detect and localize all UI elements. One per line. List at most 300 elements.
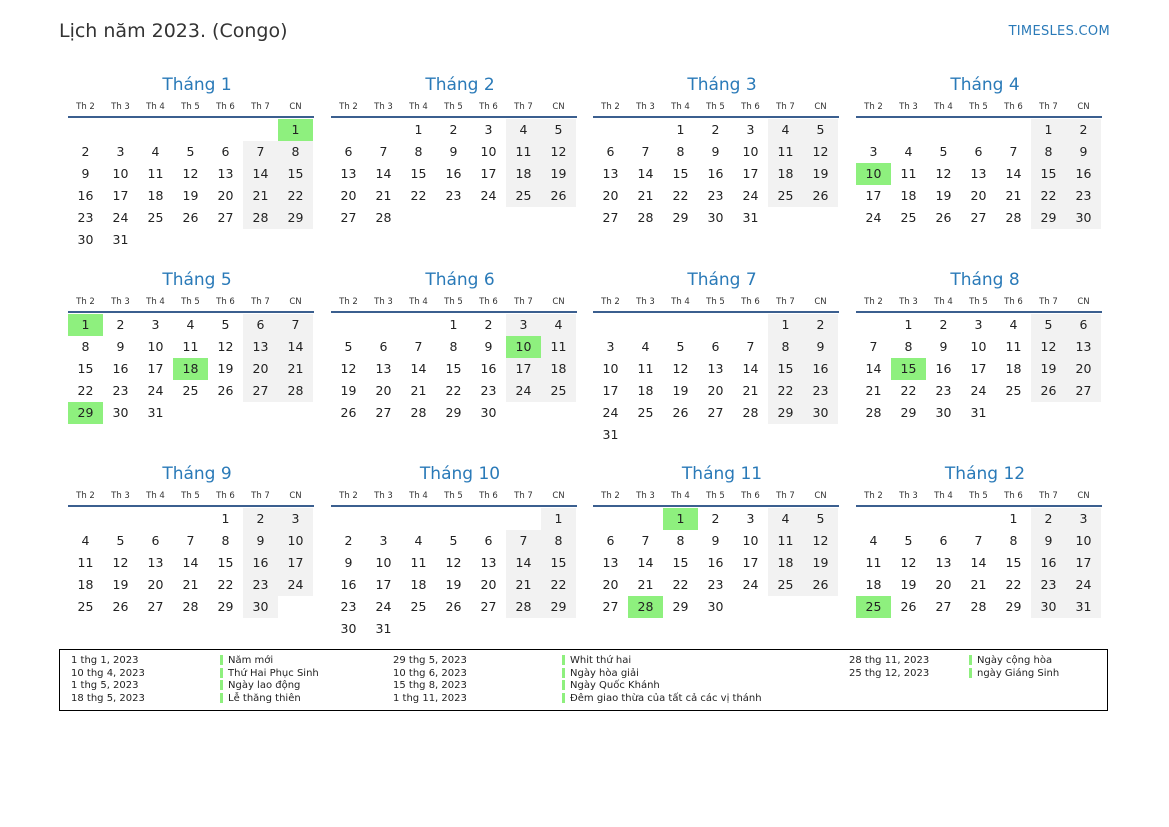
day-cell[interactable]: 22 <box>768 380 803 402</box>
day-cell[interactable]: 21 <box>637 577 654 592</box>
day-cell[interactable]: 12 <box>1031 336 1066 358</box>
day-cell[interactable]: 13 <box>480 555 497 570</box>
day-cell[interactable]: 7 <box>414 339 423 354</box>
day-cell[interactable]: 1 <box>1009 511 1018 526</box>
day-cell[interactable]: 15 <box>1005 555 1022 570</box>
day-cell[interactable]: 26 <box>217 383 234 398</box>
day-cell[interactable]: 9 <box>939 339 948 354</box>
day-cell[interactable]: 9 <box>803 336 838 358</box>
day-cell[interactable]: 3 <box>1066 508 1101 530</box>
day-cell[interactable]: 10 <box>742 144 759 159</box>
day-cell[interactable]: 23 <box>112 383 129 398</box>
day-cell[interactable]: 8 <box>449 339 458 354</box>
day-cell[interactable]: 1 <box>904 317 913 332</box>
day-cell[interactable]: 9 <box>484 339 493 354</box>
day-cell[interactable]: 5 <box>221 317 230 332</box>
day-cell[interactable]: 12 <box>112 555 129 570</box>
day-cell[interactable]: 6 <box>344 144 353 159</box>
day-cell[interactable]: 13 <box>970 166 987 181</box>
day-cell[interactable]: 24 <box>480 188 497 203</box>
day-cell[interactable]: 18 <box>768 163 803 185</box>
day-cell[interactable]: 5 <box>1031 314 1066 336</box>
day-cell[interactable]: 22 <box>1031 185 1066 207</box>
day-cell[interactable]: 29 <box>672 599 689 614</box>
day-cell[interactable]: 19 <box>672 383 689 398</box>
day-cell[interactable]: 4 <box>641 339 650 354</box>
day-cell[interactable]: 21 <box>1005 188 1022 203</box>
day-cell[interactable]: 15 <box>541 552 576 574</box>
day-cell[interactable]: 10 <box>278 530 313 552</box>
day-cell[interactable]: 7 <box>278 314 313 336</box>
day-cell[interactable]: 11 <box>77 555 94 570</box>
day-cell[interactable]: 10 <box>375 555 392 570</box>
day-cell[interactable]: 1 <box>676 122 685 137</box>
day-cell[interactable]: 14 <box>865 361 882 376</box>
day-cell[interactable]: 26 <box>900 599 917 614</box>
day-cell[interactable]: 23 <box>340 599 357 614</box>
day-cell[interactable]: 20 <box>602 188 619 203</box>
day-cell[interactable]: 28 <box>628 596 663 618</box>
day-cell[interactable]: 9 <box>1066 141 1101 163</box>
day-cell[interactable]: 18 <box>410 577 427 592</box>
day-cell[interactable]: 29 <box>278 207 313 229</box>
day-cell[interactable]: 11 <box>147 166 164 181</box>
day-cell[interactable]: 2 <box>344 533 353 548</box>
day-cell[interactable]: 7 <box>869 339 878 354</box>
day-cell[interactable]: 17 <box>742 166 759 181</box>
day-cell[interactable]: 24 <box>375 599 392 614</box>
day-cell[interactable]: 18 <box>77 577 94 592</box>
day-cell[interactable]: 18 <box>900 188 917 203</box>
day-cell[interactable]: 18 <box>147 188 164 203</box>
day-cell[interactable]: 17 <box>278 552 313 574</box>
day-cell[interactable]: 15 <box>445 361 462 376</box>
day-cell[interactable]: 12 <box>340 361 357 376</box>
day-cell[interactable]: 25 <box>410 599 427 614</box>
day-cell[interactable]: 3 <box>506 314 541 336</box>
day-cell[interactable]: 3 <box>151 317 160 332</box>
day-cell[interactable]: 10 <box>856 163 891 185</box>
day-cell[interactable]: 17 <box>147 361 164 376</box>
day-cell[interactable]: 18 <box>637 383 654 398</box>
day-cell[interactable]: 8 <box>676 144 685 159</box>
day-cell[interactable]: 31 <box>742 210 759 225</box>
day-cell[interactable]: 14 <box>375 166 392 181</box>
day-cell[interactable]: 15 <box>278 163 313 185</box>
day-cell[interactable]: 25 <box>182 383 199 398</box>
day-cell[interactable]: 11 <box>768 530 803 552</box>
day-cell[interactable]: 15 <box>410 166 427 181</box>
day-cell[interactable]: 2 <box>449 122 458 137</box>
day-cell[interactable]: 31 <box>375 621 392 636</box>
day-cell[interactable]: 9 <box>1031 530 1066 552</box>
day-cell[interactable]: 8 <box>221 533 230 548</box>
day-cell[interactable]: 25 <box>768 185 803 207</box>
day-cell[interactable]: 20 <box>935 577 952 592</box>
day-cell[interactable]: 3 <box>746 122 755 137</box>
day-cell[interactable]: 17 <box>970 361 987 376</box>
day-cell[interactable]: 16 <box>1031 552 1066 574</box>
day-cell[interactable]: 7 <box>641 533 650 548</box>
day-cell[interactable]: 12 <box>541 141 576 163</box>
day-cell[interactable]: 11 <box>410 555 427 570</box>
day-cell[interactable]: 5 <box>344 339 353 354</box>
day-cell[interactable]: 28 <box>243 207 278 229</box>
day-cell[interactable]: 26 <box>672 405 689 420</box>
day-cell[interactable]: 15 <box>672 555 689 570</box>
day-cell[interactable]: 10 <box>480 144 497 159</box>
day-cell[interactable]: 14 <box>243 163 278 185</box>
day-cell[interactable]: 10 <box>1066 530 1101 552</box>
day-cell[interactable]: 4 <box>151 144 160 159</box>
day-cell[interactable]: 30 <box>112 405 129 420</box>
day-cell[interactable]: 26 <box>1031 380 1066 402</box>
day-cell[interactable]: 1 <box>541 508 576 530</box>
day-cell[interactable]: 29 <box>672 210 689 225</box>
day-cell[interactable]: 15 <box>217 555 234 570</box>
day-cell[interactable]: 21 <box>970 577 987 592</box>
day-cell[interactable]: 6 <box>606 533 615 548</box>
day-cell[interactable]: 30 <box>1031 596 1066 618</box>
day-cell[interactable]: 26 <box>182 210 199 225</box>
day-cell[interactable]: 31 <box>1066 596 1101 618</box>
day-cell[interactable]: 27 <box>935 599 952 614</box>
day-cell[interactable]: 1 <box>1031 119 1066 141</box>
day-cell[interactable]: 15 <box>672 166 689 181</box>
day-cell[interactable]: 26 <box>445 599 462 614</box>
day-cell[interactable]: 25 <box>768 574 803 596</box>
day-cell[interactable]: 29 <box>900 405 917 420</box>
day-cell[interactable]: 16 <box>1066 163 1101 185</box>
day-cell[interactable]: 11 <box>1005 339 1022 354</box>
day-cell[interactable]: 1 <box>449 317 458 332</box>
day-cell[interactable]: 24 <box>1066 574 1101 596</box>
day-cell[interactable]: 26 <box>340 405 357 420</box>
day-cell[interactable]: 16 <box>445 166 462 181</box>
day-cell[interactable]: 13 <box>375 361 392 376</box>
day-cell[interactable]: 28 <box>970 599 987 614</box>
day-cell[interactable]: 13 <box>602 166 619 181</box>
day-cell[interactable]: 12 <box>182 166 199 181</box>
day-cell[interactable]: 12 <box>803 141 838 163</box>
day-cell[interactable]: 6 <box>379 339 388 354</box>
day-cell[interactable]: 29 <box>768 402 803 424</box>
day-cell[interactable]: 11 <box>182 339 199 354</box>
day-cell[interactable]: 2 <box>711 511 720 526</box>
day-cell[interactable]: 2 <box>116 317 125 332</box>
day-cell[interactable]: 16 <box>707 555 724 570</box>
day-cell[interactable]: 21 <box>410 383 427 398</box>
day-cell[interactable]: 28 <box>637 210 654 225</box>
day-cell[interactable]: 20 <box>970 188 987 203</box>
day-cell[interactable]: 15 <box>768 358 803 380</box>
day-cell[interactable]: 4 <box>768 119 803 141</box>
day-cell[interactable]: 26 <box>935 210 952 225</box>
day-cell[interactable]: 22 <box>672 577 689 592</box>
day-cell[interactable]: 22 <box>900 383 917 398</box>
day-cell[interactable]: 23 <box>707 188 724 203</box>
day-cell[interactable]: 7 <box>506 530 541 552</box>
day-cell[interactable]: 14 <box>410 361 427 376</box>
day-cell[interactable]: 1 <box>68 314 103 336</box>
day-cell[interactable]: 8 <box>768 336 803 358</box>
day-cell[interactable]: 5 <box>803 119 838 141</box>
day-cell[interactable]: 17 <box>602 383 619 398</box>
day-cell[interactable]: 7 <box>641 144 650 159</box>
day-cell[interactable]: 1 <box>768 314 803 336</box>
day-cell[interactable]: 25 <box>856 596 891 618</box>
day-cell[interactable]: 17 <box>375 577 392 592</box>
day-cell[interactable]: 5 <box>186 144 195 159</box>
day-cell[interactable]: 30 <box>480 405 497 420</box>
day-cell[interactable]: 30 <box>935 405 952 420</box>
day-cell[interactable]: 21 <box>865 383 882 398</box>
day-cell[interactable]: 14 <box>1005 166 1022 181</box>
day-cell[interactable]: 9 <box>81 166 90 181</box>
day-cell[interactable]: 19 <box>1031 358 1066 380</box>
day-cell[interactable]: 18 <box>1005 361 1022 376</box>
day-cell[interactable]: 2 <box>1066 119 1101 141</box>
day-cell[interactable]: 23 <box>77 210 94 225</box>
day-cell[interactable]: 19 <box>340 383 357 398</box>
day-cell[interactable]: 21 <box>742 383 759 398</box>
day-cell[interactable]: 9 <box>449 144 458 159</box>
day-cell[interactable]: 2 <box>1031 508 1066 530</box>
day-cell[interactable]: 10 <box>506 336 541 358</box>
day-cell[interactable]: 10 <box>742 533 759 548</box>
day-cell[interactable]: 12 <box>935 166 952 181</box>
day-cell[interactable]: 7 <box>1009 144 1018 159</box>
day-cell[interactable]: 10 <box>112 166 129 181</box>
day-cell[interactable]: 22 <box>278 185 313 207</box>
day-cell[interactable]: 6 <box>606 144 615 159</box>
day-cell[interactable]: 29 <box>1005 599 1022 614</box>
day-cell[interactable]: 17 <box>742 555 759 570</box>
day-cell[interactable]: 8 <box>676 533 685 548</box>
day-cell[interactable]: 17 <box>506 358 541 380</box>
day-cell[interactable]: 8 <box>414 144 423 159</box>
day-cell[interactable]: 8 <box>1031 141 1066 163</box>
day-cell[interactable]: 2 <box>803 314 838 336</box>
day-cell[interactable]: 14 <box>970 555 987 570</box>
day-cell[interactable]: 21 <box>243 185 278 207</box>
day-cell[interactable]: 12 <box>900 555 917 570</box>
day-cell[interactable]: 30 <box>243 596 278 618</box>
day-cell[interactable]: 24 <box>742 577 759 592</box>
day-cell[interactable]: 24 <box>147 383 164 398</box>
day-cell[interactable]: 19 <box>541 163 576 185</box>
day-cell[interactable]: 20 <box>340 188 357 203</box>
day-cell[interactable]: 15 <box>891 358 926 380</box>
day-cell[interactable]: 11 <box>768 141 803 163</box>
day-cell[interactable]: 8 <box>904 339 913 354</box>
day-cell[interactable]: 7 <box>186 533 195 548</box>
day-cell[interactable]: 27 <box>340 210 357 225</box>
day-cell[interactable]: 20 <box>707 383 724 398</box>
day-cell[interactable]: 19 <box>803 552 838 574</box>
day-cell[interactable]: 25 <box>77 599 94 614</box>
day-cell[interactable]: 4 <box>506 119 541 141</box>
day-cell[interactable]: 9 <box>711 533 720 548</box>
day-cell[interactable]: 3 <box>974 317 983 332</box>
day-cell[interactable]: 29 <box>68 402 103 424</box>
day-cell[interactable]: 9 <box>344 555 353 570</box>
day-cell[interactable]: 14 <box>637 555 654 570</box>
day-cell[interactable]: 14 <box>506 552 541 574</box>
day-cell[interactable]: 18 <box>541 358 576 380</box>
day-cell[interactable]: 14 <box>278 336 313 358</box>
day-cell[interactable]: 31 <box>112 232 129 247</box>
day-cell[interactable]: 15 <box>1031 163 1066 185</box>
day-cell[interactable]: 21 <box>637 188 654 203</box>
day-cell[interactable]: 17 <box>112 188 129 203</box>
day-cell[interactable]: 23 <box>935 383 952 398</box>
day-cell[interactable]: 4 <box>768 508 803 530</box>
day-cell[interactable]: 13 <box>602 555 619 570</box>
day-cell[interactable]: 13 <box>1066 336 1101 358</box>
day-cell[interactable]: 23 <box>445 188 462 203</box>
day-cell[interactable]: 2 <box>939 317 948 332</box>
day-cell[interactable]: 7 <box>974 533 983 548</box>
day-cell[interactable]: 27 <box>217 210 234 225</box>
day-cell[interactable]: 24 <box>112 210 129 225</box>
day-cell[interactable]: 1 <box>414 122 423 137</box>
day-cell[interactable]: 16 <box>935 361 952 376</box>
day-cell[interactable]: 13 <box>935 555 952 570</box>
day-cell[interactable]: 10 <box>602 361 619 376</box>
day-cell[interactable]: 7 <box>746 339 755 354</box>
day-cell[interactable]: 4 <box>81 533 90 548</box>
day-cell[interactable]: 28 <box>278 380 313 402</box>
day-cell[interactable]: 28 <box>506 596 541 618</box>
day-cell[interactable]: 27 <box>707 405 724 420</box>
day-cell[interactable]: 19 <box>900 577 917 592</box>
day-cell[interactable]: 27 <box>602 599 619 614</box>
day-cell[interactable]: 19 <box>112 577 129 592</box>
day-cell[interactable]: 28 <box>182 599 199 614</box>
day-cell[interactable]: 9 <box>243 530 278 552</box>
day-cell[interactable]: 27 <box>147 599 164 614</box>
day-cell[interactable]: 4 <box>1009 317 1018 332</box>
day-cell[interactable]: 23 <box>1066 185 1101 207</box>
day-cell[interactable]: 13 <box>243 336 278 358</box>
day-cell[interactable]: 11 <box>541 336 576 358</box>
day-cell[interactable]: 4 <box>541 314 576 336</box>
day-cell[interactable]: 28 <box>410 405 427 420</box>
day-cell[interactable]: 14 <box>637 166 654 181</box>
day-cell[interactable]: 9 <box>116 339 125 354</box>
day-cell[interactable]: 23 <box>480 383 497 398</box>
day-cell[interactable]: 25 <box>1005 383 1022 398</box>
day-cell[interactable]: 23 <box>243 574 278 596</box>
day-cell[interactable]: 28 <box>375 210 392 225</box>
day-cell[interactable]: 6 <box>939 533 948 548</box>
day-cell[interactable]: 5 <box>904 533 913 548</box>
day-cell[interactable]: 22 <box>672 188 689 203</box>
day-cell[interactable]: 3 <box>379 533 388 548</box>
day-cell[interactable]: 26 <box>803 574 838 596</box>
day-cell[interactable]: 3 <box>484 122 493 137</box>
day-cell[interactable]: 16 <box>243 552 278 574</box>
day-cell[interactable]: 27 <box>375 405 392 420</box>
day-cell[interactable]: 8 <box>1009 533 1018 548</box>
day-cell[interactable]: 24 <box>602 405 619 420</box>
day-cell[interactable]: 3 <box>278 508 313 530</box>
day-cell[interactable]: 14 <box>182 555 199 570</box>
day-cell[interactable]: 12 <box>217 339 234 354</box>
day-cell[interactable]: 17 <box>1066 552 1101 574</box>
day-cell[interactable]: 20 <box>480 577 497 592</box>
day-cell[interactable]: 7 <box>379 144 388 159</box>
day-cell[interactable]: 9 <box>711 144 720 159</box>
day-cell[interactable]: 30 <box>707 599 724 614</box>
day-cell[interactable]: 15 <box>77 361 94 376</box>
day-cell[interactable]: 6 <box>243 314 278 336</box>
day-cell[interactable]: 3 <box>869 144 878 159</box>
day-cell[interactable]: 6 <box>711 339 720 354</box>
day-cell[interactable]: 1 <box>278 119 313 141</box>
day-cell[interactable]: 18 <box>173 358 208 380</box>
day-cell[interactable]: 6 <box>1066 314 1101 336</box>
day-cell[interactable]: 30 <box>803 402 838 424</box>
day-cell[interactable]: 26 <box>803 185 838 207</box>
day-cell[interactable]: 2 <box>243 508 278 530</box>
day-cell[interactable]: 4 <box>414 533 423 548</box>
day-cell[interactable]: 6 <box>974 144 983 159</box>
day-cell[interactable]: 11 <box>865 555 882 570</box>
day-cell[interactable]: 24 <box>278 574 313 596</box>
day-cell[interactable]: 26 <box>541 185 576 207</box>
day-cell[interactable]: 23 <box>707 577 724 592</box>
day-cell[interactable]: 29 <box>445 405 462 420</box>
site-link[interactable]: TIMESLES.COM <box>1008 24 1110 39</box>
day-cell[interactable]: 11 <box>900 166 917 181</box>
day-cell[interactable]: 20 <box>1066 358 1101 380</box>
day-cell[interactable]: 18 <box>506 163 541 185</box>
day-cell[interactable]: 20 <box>375 383 392 398</box>
day-cell[interactable]: 22 <box>410 188 427 203</box>
day-cell[interactable]: 28 <box>1005 210 1022 225</box>
day-cell[interactable]: 21 <box>375 188 392 203</box>
day-cell[interactable]: 8 <box>541 530 576 552</box>
day-cell[interactable]: 2 <box>484 317 493 332</box>
day-cell[interactable]: 17 <box>480 166 497 181</box>
day-cell[interactable]: 28 <box>742 405 759 420</box>
day-cell[interactable]: 8 <box>81 339 90 354</box>
day-cell[interactable]: 8 <box>278 141 313 163</box>
day-cell[interactable]: 4 <box>186 317 195 332</box>
day-cell[interactable]: 3 <box>116 144 125 159</box>
day-cell[interactable]: 5 <box>449 533 458 548</box>
day-cell[interactable]: 14 <box>742 361 759 376</box>
day-cell[interactable]: 12 <box>672 361 689 376</box>
day-cell[interactable]: 19 <box>935 188 952 203</box>
day-cell[interactable]: 22 <box>445 383 462 398</box>
day-cell[interactable]: 16 <box>803 358 838 380</box>
day-cell[interactable]: 1 <box>663 508 698 530</box>
day-cell[interactable]: 25 <box>900 210 917 225</box>
day-cell[interactable]: 7 <box>243 141 278 163</box>
day-cell[interactable]: 19 <box>803 163 838 185</box>
day-cell[interactable]: 5 <box>541 119 576 141</box>
day-cell[interactable]: 2 <box>711 122 720 137</box>
day-cell[interactable]: 22 <box>1005 577 1022 592</box>
day-cell[interactable]: 21 <box>506 574 541 596</box>
day-cell[interactable]: 18 <box>865 577 882 592</box>
day-cell[interactable]: 30 <box>1066 207 1101 229</box>
day-cell[interactable]: 20 <box>147 577 164 592</box>
day-cell[interactable]: 16 <box>707 166 724 181</box>
